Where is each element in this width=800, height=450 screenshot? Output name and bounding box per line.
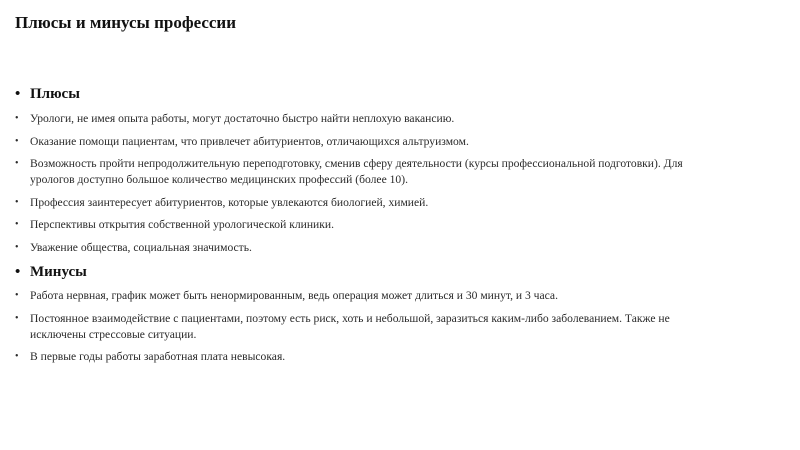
bullet-icon: • [15, 290, 19, 301]
list-item: • Возможность пройти непродолжительную переподготовку, сменив сферу деятельности (курсы профессиональной подготовки). Для урологов доступно большое количество медицинских профессий (более 10). [15, 157, 683, 186]
bullet-icon: • [15, 312, 19, 324]
pros-heading [15, 84, 705, 104]
pros-list [15, 111, 705, 256]
list-item: • Уважение общества, социальная значимость. [15, 240, 252, 254]
cons-list [15, 288, 705, 365]
bullet-icon: • [15, 158, 19, 169]
slide-content [15, 84, 705, 372]
bullet-icon: • [15, 241, 19, 253]
list-item: • Урологи, не имея опыта работы, могут достаточно быстро найти неплохую вакансию. [15, 112, 455, 125]
list-item: • Перспективы открытия собственной урологической клиники. [15, 218, 334, 231]
bullet-icon: • [15, 113, 19, 124]
bullet-icon: • [15, 135, 19, 147]
bullet-icon: • [15, 219, 19, 230]
bullet-icon: • [15, 264, 21, 280]
cons-heading-label: Минусы [30, 264, 87, 280]
pros-heading-label: Плюсы [30, 86, 80, 102]
list-item: • Оказание помощи пациентам, что привлечет абитуриентов, отличающихся альтруизмом. [15, 134, 469, 148]
page-title: Плюсы и минусы профессии [15, 13, 237, 32]
bullet-icon: • [15, 351, 19, 362]
list-item: • Профессия заинтересует абитуриентов, которые увлекаются биологией, химией. [15, 195, 429, 209]
list-item: • Работа нервная, график может быть ненормированным, ведь операция может длиться и 30 минут, и 3 часа. [15, 289, 558, 302]
cons-heading [15, 262, 705, 282]
list-item: • В первые годы работы заработная плата невысокая. [15, 350, 286, 363]
bullet-icon: • [15, 86, 21, 102]
bullet-icon: • [15, 196, 19, 208]
list-item: • Постоянное взаимодействие с пациентами, поэтому есть риск, хоть и небольшой, заразиться каким-либо заболеванием. Также не исключены стрессовые ситуации. [15, 311, 670, 341]
